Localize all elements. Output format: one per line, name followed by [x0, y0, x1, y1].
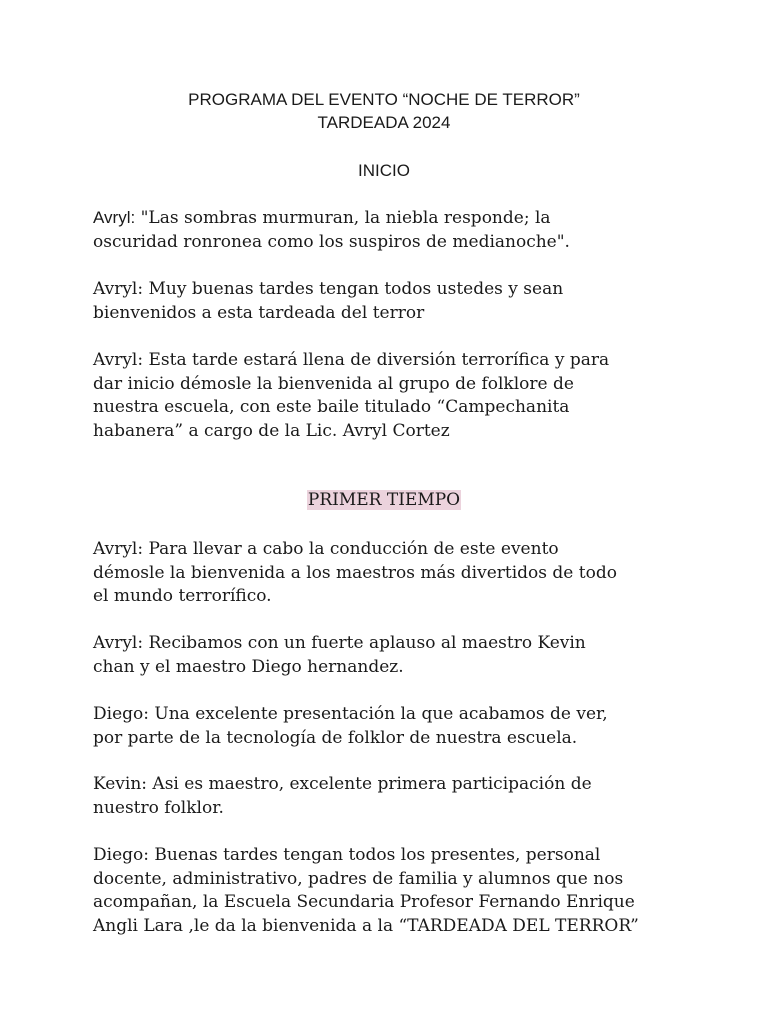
paragraph-3 [93, 349, 683, 443]
paragraph-line: nuestra escuela, con este baile titulado “Campechanita [93, 397, 570, 417]
paragraph-line: docente, administrativo, padres de familia y alumnos que nos [93, 868, 624, 889]
highlighted-heading-text: PRIMER TIEMPO [307, 490, 461, 510]
paragraph-line: Avryl: Recibamos con un fuerte aplauso al maestro Kevin [93, 633, 586, 653]
paragraph-line: Avryl: Muy buenas tardes tengan todos ustedes y sean [93, 279, 564, 299]
paragraph-1 [93, 206, 683, 254]
document-title [0, 88, 768, 134]
paragraph-line: Diego: Buenas tardes tengan todos los presentes, personal [93, 845, 601, 865]
paragraph-8 [93, 844, 683, 938]
paragraph-line: oscuridad ronronea como los suspiros de medianoche". [93, 231, 570, 252]
speaker-label: Avryl: [93, 208, 136, 227]
title-line-2: TARDEADA 2024 [317, 113, 451, 132]
paragraph-line: Avryl: Esta tarde estará llena de diversión terrorífica y para [93, 350, 610, 370]
paragraph-line: el mundo terrorífico. [93, 586, 272, 606]
paragraph-line: démosle la bienvenida a los maestros más divertidos de todo [93, 562, 617, 583]
paragraph-line: Diego: Una excelente presentación la que acabamos de ver, [93, 704, 608, 724]
paragraph-line: por parte de la tecnología de folklor de nuestra escuela. [93, 727, 578, 748]
paragraph-line: chan y el maestro Diego hernandez. [93, 656, 404, 677]
paragraph-line: nuestro folklor. [93, 797, 224, 818]
paragraph-7 [93, 773, 683, 820]
paragraph-line: acompañan, la Escuela Secundaria Profesor Fernando Enrique [93, 892, 635, 912]
paragraph-text: "Las sombras murmuran, la niebla responde; la [140, 208, 551, 228]
title-line-1: PROGRAMA DEL EVENTO “NOCHE DE TERROR” [188, 90, 580, 109]
paragraph-line: Angli Lara ,le da la bienvenida a la “TARDEADA DEL TERROR” [93, 915, 639, 936]
paragraph-2 [93, 278, 683, 325]
paragraph-line: habanera” a cargo de la Lic. Avryl Cortez [93, 420, 450, 441]
paragraph-line [93, 206, 683, 231]
section-heading-inicio: INICIO [358, 161, 410, 180]
paragraph-line: bienvenidos a esta tardeada del terror [93, 302, 425, 323]
paragraph-line: Kevin: Asi es maestro, excelente primera participación de [93, 774, 592, 794]
section-heading-primer-tiempo [0, 489, 768, 512]
paragraph-4 [93, 538, 683, 609]
paragraph-line: dar inicio démosle la bienvenida al grupo de folklore de [93, 373, 574, 394]
paragraph-5 [93, 632, 683, 679]
paragraph-6 [93, 703, 683, 750]
paragraph-line: Avryl: Para llevar a cabo la conducción de este evento [93, 539, 559, 559]
